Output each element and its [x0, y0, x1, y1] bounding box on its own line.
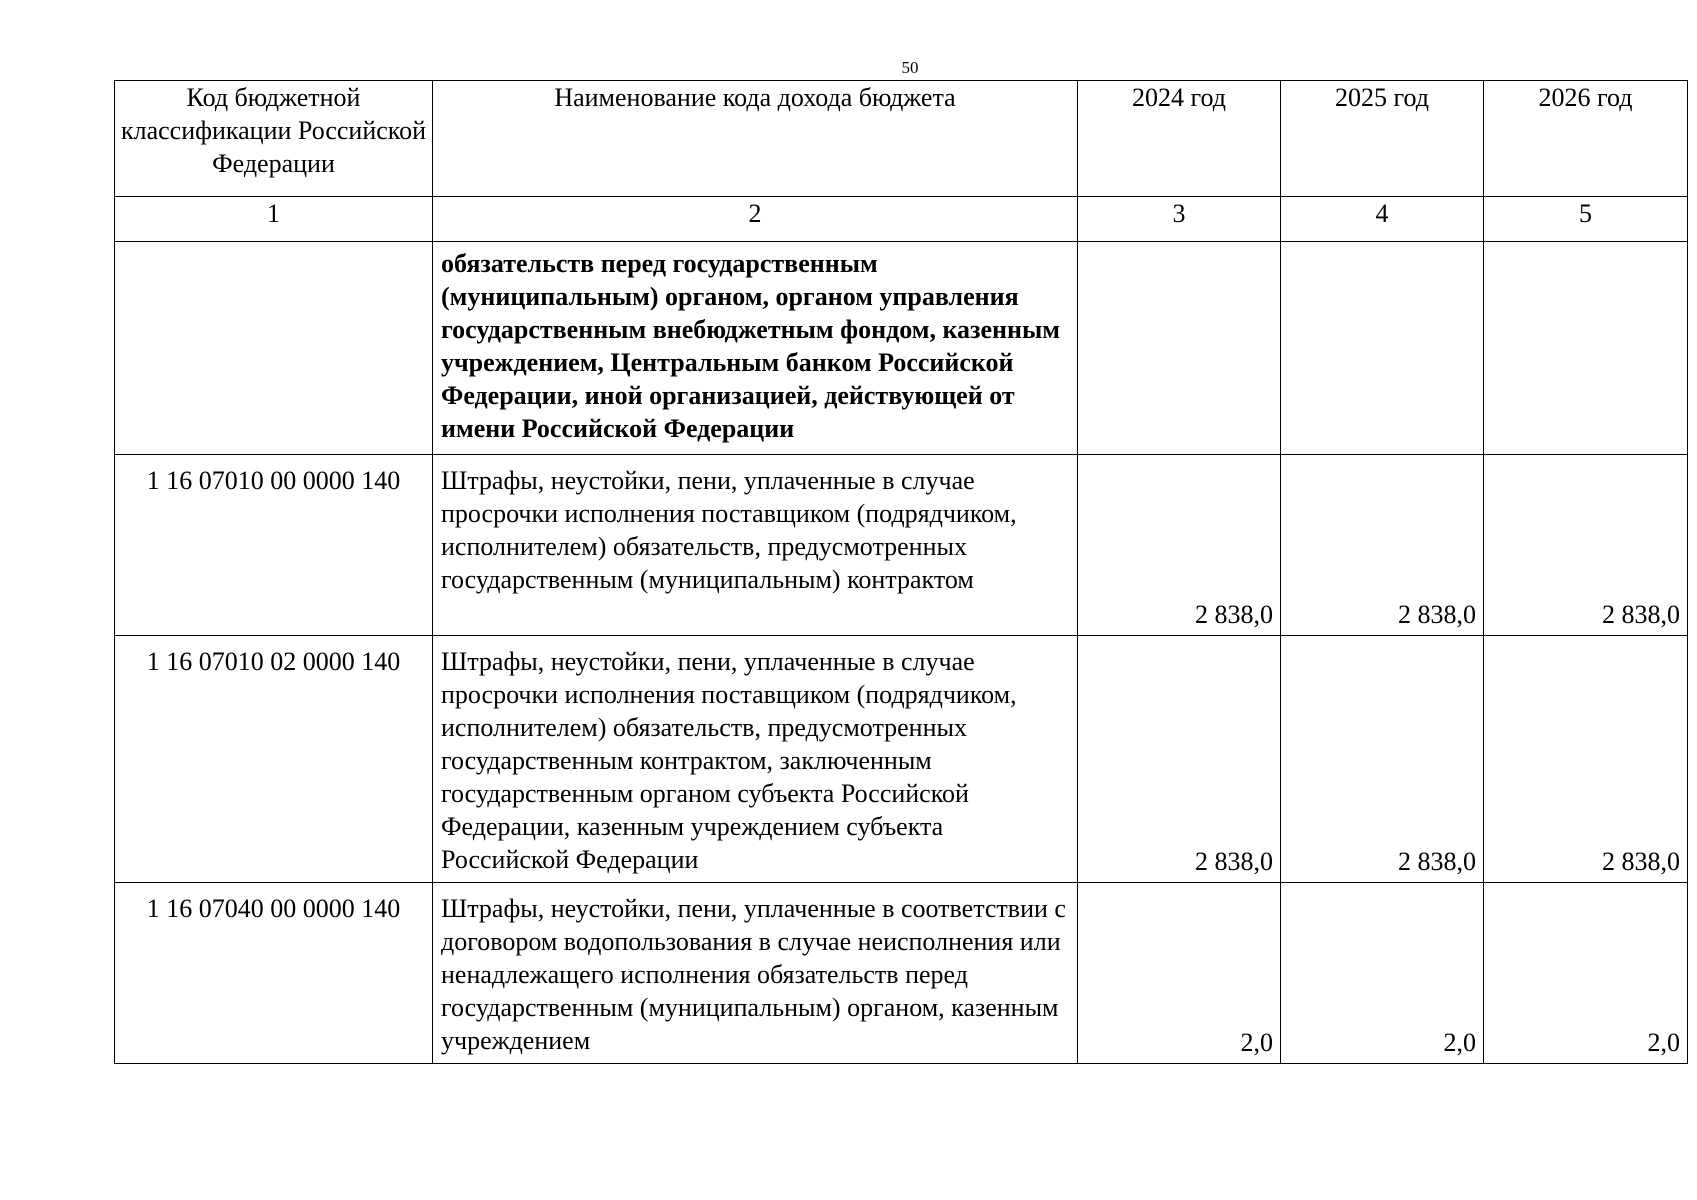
row-value-2025: [1281, 242, 1484, 455]
column-number: 2: [433, 197, 1078, 242]
table-row: [115, 636, 1688, 883]
header-2024: 2024 год: [1078, 81, 1281, 197]
header-2026: 2026 год: [1484, 81, 1688, 197]
row-value-2026: [1484, 242, 1688, 455]
row-value-2026: 2,0: [1484, 883, 1688, 1064]
column-number: 3: [1078, 197, 1281, 242]
header-2025: 2025 год: [1281, 81, 1484, 197]
row-value-2025: 2 838,0: [1281, 636, 1484, 883]
row-code: 1 16 07040 00 0000 140: [115, 883, 433, 1064]
row-name: Штрафы, неустойки, пени, уплаченные в случае просрочки исполнения поставщиком (подрядчиком, исполнителем) обязательств, предусмотренных государственным контрактом, заключенным государственным органом субъекта Российской Федерации, казенным учреждением субъекта Российской Федерации: [433, 636, 1078, 883]
column-number: 1: [115, 197, 433, 242]
header-name: Наименование кода дохода бюджета: [433, 81, 1078, 197]
row-value-2024: [1078, 242, 1281, 455]
row-name: Штрафы, неустойки, пени, уплаченные в случае просрочки исполнения поставщиком (подрядчиком, исполнителем) обязательств, предусмотренных государственным (муниципальным) контрактом: [433, 455, 1078, 636]
column-number: 4: [1281, 197, 1484, 242]
column-number-row: [115, 197, 1688, 242]
row-value-2024: 2 838,0: [1078, 636, 1281, 883]
row-name: Штрафы, неустойки, пени, уплаченные в соответствии с договором водопользования в случае неисполнения или ненадлежащего исполнения обязательств перед государственным (муниципальным) органом, казенным учреждением: [433, 883, 1078, 1064]
row-value-2025: 2 838,0: [1281, 455, 1484, 636]
row-code: 1 16 07010 02 0000 140: [115, 636, 433, 883]
row-value-2025: 2,0: [1281, 883, 1484, 1064]
row-name: обязательств перед государственным (муниципальным) органом, органом управления государственным внебюджетным фондом, казенным учреждением, Центральным банком Российской Федерации, иной организацией, действующей от имени Российской Федерации: [433, 242, 1078, 455]
page-number: 50: [901, 58, 919, 77]
row-code: 1 16 07010 00 0000 140: [115, 455, 433, 636]
row-value-2024: 2 838,0: [1078, 455, 1281, 636]
header-code: Код бюджетной классификации Российской Федерации: [115, 81, 433, 197]
row-code: [115, 242, 433, 455]
column-number: 5: [1484, 197, 1688, 242]
table-row: [115, 455, 1688, 636]
row-value-2026: 2 838,0: [1484, 636, 1688, 883]
budget-revenue-table: [114, 80, 1688, 1064]
row-value-2026: 2 838,0: [1484, 455, 1688, 636]
row-value-2024: 2,0: [1078, 883, 1281, 1064]
table-row: [115, 242, 1688, 455]
table-row: [115, 883, 1688, 1064]
table-header-row: [115, 81, 1688, 197]
